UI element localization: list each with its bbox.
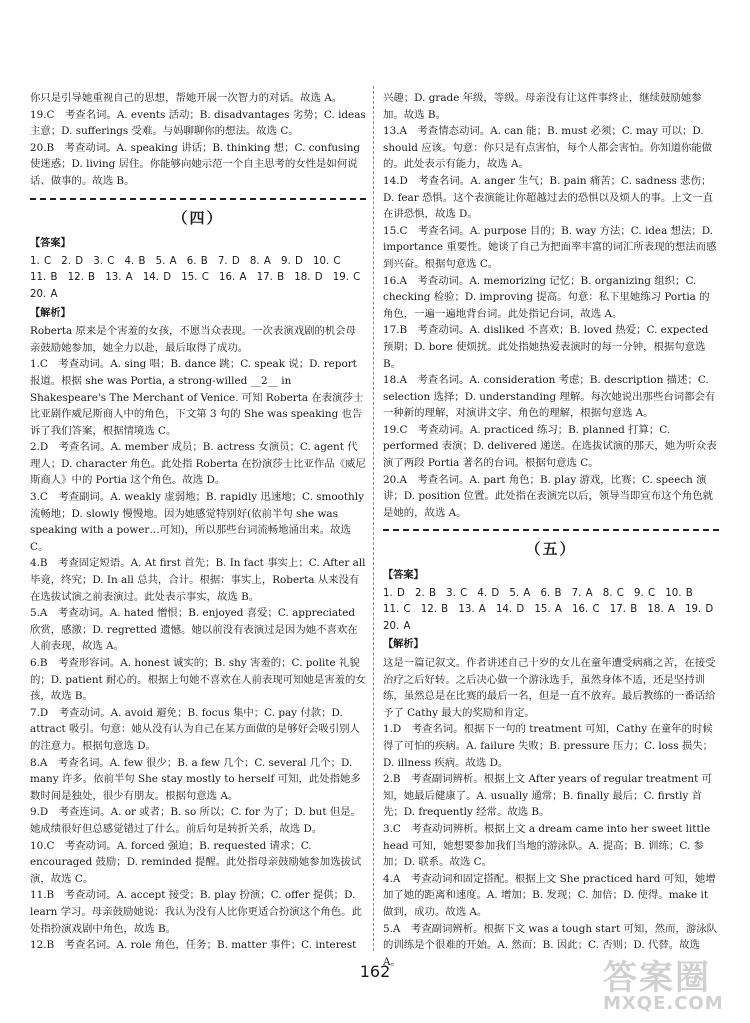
answer-line: 11. B 12. B 13. A 14. D 15. C 16. A 17. B 18. D 19. C xyxy=(30,272,361,284)
analysis-label: 【解析】 xyxy=(383,639,424,651)
paragraph: 1.D 考查名词。根据下一句的 treatment 可知，Cathy 在童年的时候得了可怕的疾病。A. failure 失败；B. pressure 压力；C. loss 损失；D. illness 疾病。故选 D。 xyxy=(383,723,714,769)
paragraph: 9.D 考查连词。A. or 或者；B. so 所以；C. for 为了；D. but 但是。她成绩很好但总感觉错过了什么。前后句是转折关系，故选 D。 xyxy=(30,806,361,835)
paragraph: 8.A 考查名词。A. few 很少；B. a few 几个；C. several 几个；D. many 许多。依前半句 She stay mostly to herself 可知，此处指她多数时间是独处，很少有朋友。根据句意选 A。 xyxy=(30,756,361,802)
paragraph: 20.B 考查动词。A. speaking 讲话；B. thinking 想；C. confusing 使迷惑；D. living 居住。你能够向她示范一个自主思考的女性是如何说话、做事的。故选 B。 xyxy=(30,141,361,187)
watermark-url: MXQE.COM xyxy=(603,993,724,1014)
answer-line: 20. A xyxy=(383,620,411,632)
paragraph: 1.C 考查动词。A. sing 唱；B. dance 跳；C. speak 说；D. report 报道。根据 she was Portia, a strong-willed __2__ in Shakespeare's The Merchant of Venice. 可知 Roberta 在表演莎士比亚剧作威尼斯商人中的角色，下文第 3 句的 She was speaking 也告诉了我们答案，根据情境选 C。 xyxy=(30,358,364,437)
paragraph: 你只是引导她重视自己的思想，帮她开展一次智力的对话。故选 A。 xyxy=(30,92,343,104)
right-column xyxy=(383,90,719,970)
section-title: （四） xyxy=(172,208,224,227)
paragraph: 5.A 考查动词。A. hated 憎恨；B. enjoyed 喜爱；C. appreciated 欣赏，感激；D. regretted 遗憾。她以前没有表演过是因为她不喜欢在人前表现，故选 A。 xyxy=(30,607,358,653)
paragraph: 16.A 考查动词。A. memorizing 记忆；B. organizing 组织；C. checking 检验；D. improving 提高。句意：私下里她练习 Portia 的角色，一遍一遍地背台词。此处指记台词，故选 A。 xyxy=(383,274,710,320)
paragraph: 3.C 考查动词辨析。根据上文 a dream came into her sweet little head 可知，她想要参加我们当地的游泳队。A. 提高；B. 训练；C. 参加；D. 联系。故选 C。 xyxy=(383,822,711,869)
paragraph: 12.B 考查名词。A. role 角色，任务；B. matter 事件；C. interest xyxy=(30,939,357,952)
paragraph: 兴趣；D. grade 年级，等级。母亲没有让这件事终止，继续鼓励她参加。故选 B。 xyxy=(383,92,702,121)
paragraph: 19.C 考查名词。A. events 活动；B. disadvantages 劣势；C. ideas 主意；D. sufferings 受难。与妈聊聊你的想法。故选 C。 xyxy=(30,108,366,138)
paragraph: 2.B 考查副词辨析。根据上文 After years of regular treatment 可知，她最后健康了。A. usually 通常；B. finally 最后；C. firstly 首先；D. frequently 经常。故选 B。 xyxy=(383,773,712,819)
paragraph: 5.A 考查副词辨析。根据下文 was a tough start 可知，然而，游泳队的训练是个很难的开始。A. 然而；B. 因此；C. 否则；D. 代替。故选 A。 xyxy=(383,922,718,968)
answer-line: 1. D 2. B 3. C 4. D 5. A 6. B 7. A 8. C 9. C 10. B xyxy=(383,587,693,599)
section-title: （五） xyxy=(525,540,577,559)
paragraph: 10.C 考查动词。A. forced 强迫；B. requested 请求；C. encouraged 鼓励；D. reminded 提醒。此处指母亲鼓励她参加选拔试演，故选 C。 xyxy=(30,839,362,885)
section-divider xyxy=(30,198,366,200)
watermark-logo xyxy=(603,950,724,1014)
paragraph: 2.D 考查名词。A. member 成员；B. actress 女演员；C. agent 代理人；D. character 角色。此处指 Roberta 在扮演莎士比亚作品《威尼斯商人》中的 Portia 这个角色。故选 D。 xyxy=(30,441,366,487)
paragraph: 13.A 考查情态动词。A. can 能；B. must 必须；C. may 可以；D. should 应该。句意：你只是有点害怕，每个人都会害怕。你知道你能做的。此处表示有能力，故选 A。 xyxy=(383,125,713,171)
left-column xyxy=(30,90,366,954)
page-number: 162 xyxy=(359,962,391,981)
paragraph: 15.C 考查名词。A. purpose 目的；B. way 方法；C. idea 想法；D. importance 重要性。她谈了自己为把面率丰富的词汇所表现的想法而感到兴奋。根据句意选 C。 xyxy=(383,224,717,270)
paragraph: 18.A 考查名词。A. consideration 考虑；B. description 描述；C. selection 选择；D. understanding 理解。每次她说出那些台词都会有一种新的理解，对演讲文字、角色的理解，根据句意选 A。 xyxy=(383,374,716,420)
analysis-label: 【解析】 xyxy=(30,307,71,319)
paragraph: 19.C 考查动词。A. practiced 练习；B. planned 打算；C. performed 表演；D. delivered 递送。在选拔试演的那天，她为听众表演了两段 Portia 著名的台词。根据句意选 C。 xyxy=(383,423,717,470)
answers-label: 【答案】 xyxy=(30,238,71,250)
paragraph: 11.B 考查动词。A. accept 接受；B. play 扮演；C. offer 提供；D. learn 学习。母亲鼓励她说：我认为没有人比你更适合扮演这个角色。此处指扮演戏剧中角色，故选 B。 xyxy=(30,889,362,935)
answer-line: 11. C 12. B 13. A 14. D 15. A 16. C 17. B 18. A 19. D xyxy=(383,604,714,616)
answer-line: 1. C 2. D 3. C 4. B 5. A 6. B 7. D 8. A 9. D 10. C xyxy=(30,255,341,267)
paragraph: 20.A 考查名词。A. part 角色；B. play 游戏，比赛；C. speech 演讲；D. position 位置。此处指在表演完以后，领导当即宣布这个角色就是她的，故选 A。 xyxy=(383,473,714,519)
watermark-text: 答案圈 xyxy=(603,958,711,998)
answer-line: 20. A xyxy=(30,288,58,300)
paragraph: 4.B 考查固定短语。A. At first 首先；B. In fact 事实上；C. After all 毕竟，终究；D. In all 总共，合计。根据：事实上，Roberta 从来没有在选拔试演之前表演过。此处表示事实，故选 B。 xyxy=(30,557,366,603)
paragraph: 这是一篇记叙文。作者讲述自己十岁的女儿在童年遭受病痛之苦，在接受治疗之后好转。之后决心做一个游泳选手，虽然身体不适，还是坚持训练，虽然总是在比赛的最后一名，但是一直不放弃。最后教练的一番话给予了 Cathy 最大的奖励和肯定。 xyxy=(383,657,716,719)
paragraph: 3.C 考查副词。A. weakly 虚弱地；B. rapidly 迅速地；C. smoothly 流畅地；D. slowly 慢慢地。因为她感觉特别好(依前半句 she was speaking with a power…可知)，所以那些台词流畅地涌出来。故选 C。 xyxy=(30,491,364,553)
paragraph: Roberta 原来是个害羞的女孩，不愿当众表现。一次表演戏剧的机会母亲鼓励她参加，她全力以赴，最后取得了成功。 xyxy=(30,325,357,354)
section-divider xyxy=(383,529,719,531)
paragraph: 17.B 考查动词。A. disliked 不喜欢；B. loved 热爱；C. expected 预期；D. bore 使烦扰。此处指她热爱表演时的每一分钟，根据句意选 B。 xyxy=(383,324,709,370)
paragraph: 4.A 考查动词和固定搭配。根据上文 She practiced hard 可知，她增加了她的距离和速度。A. 增加；B. 发现；C. 加倍；D. 使得。make it 做到，成功。故选 A。 xyxy=(383,872,716,918)
paragraph: 14.D 考查名词。A. anger 生气；B. pain 痛苦；C. sadness 悲伤；D. fear 恐惧。这个表演能让你超越过去的恐惧以及烦人的事。上文一直在讲恐惧，故选 D。 xyxy=(383,174,713,221)
answers-label: 【答案】 xyxy=(383,570,424,582)
paragraph: 7.D 考查动词。A. avoid 避免；B. focus 集中；C. pay 付款；D. attract 吸引。句意：她从没有认为自己在某方面做的是够好会吸引别人的注意力。根据句意选 D。 xyxy=(30,706,360,752)
paragraph: 6.B 考查形容词。A. honest 诚实的；B. shy 害羞的；C. polite 礼貌的；D. patient 耐心的。根据上句她不喜欢在人前表现可知她是害羞的女孩，故选 B。 xyxy=(30,657,366,703)
column-divider xyxy=(373,86,374,951)
